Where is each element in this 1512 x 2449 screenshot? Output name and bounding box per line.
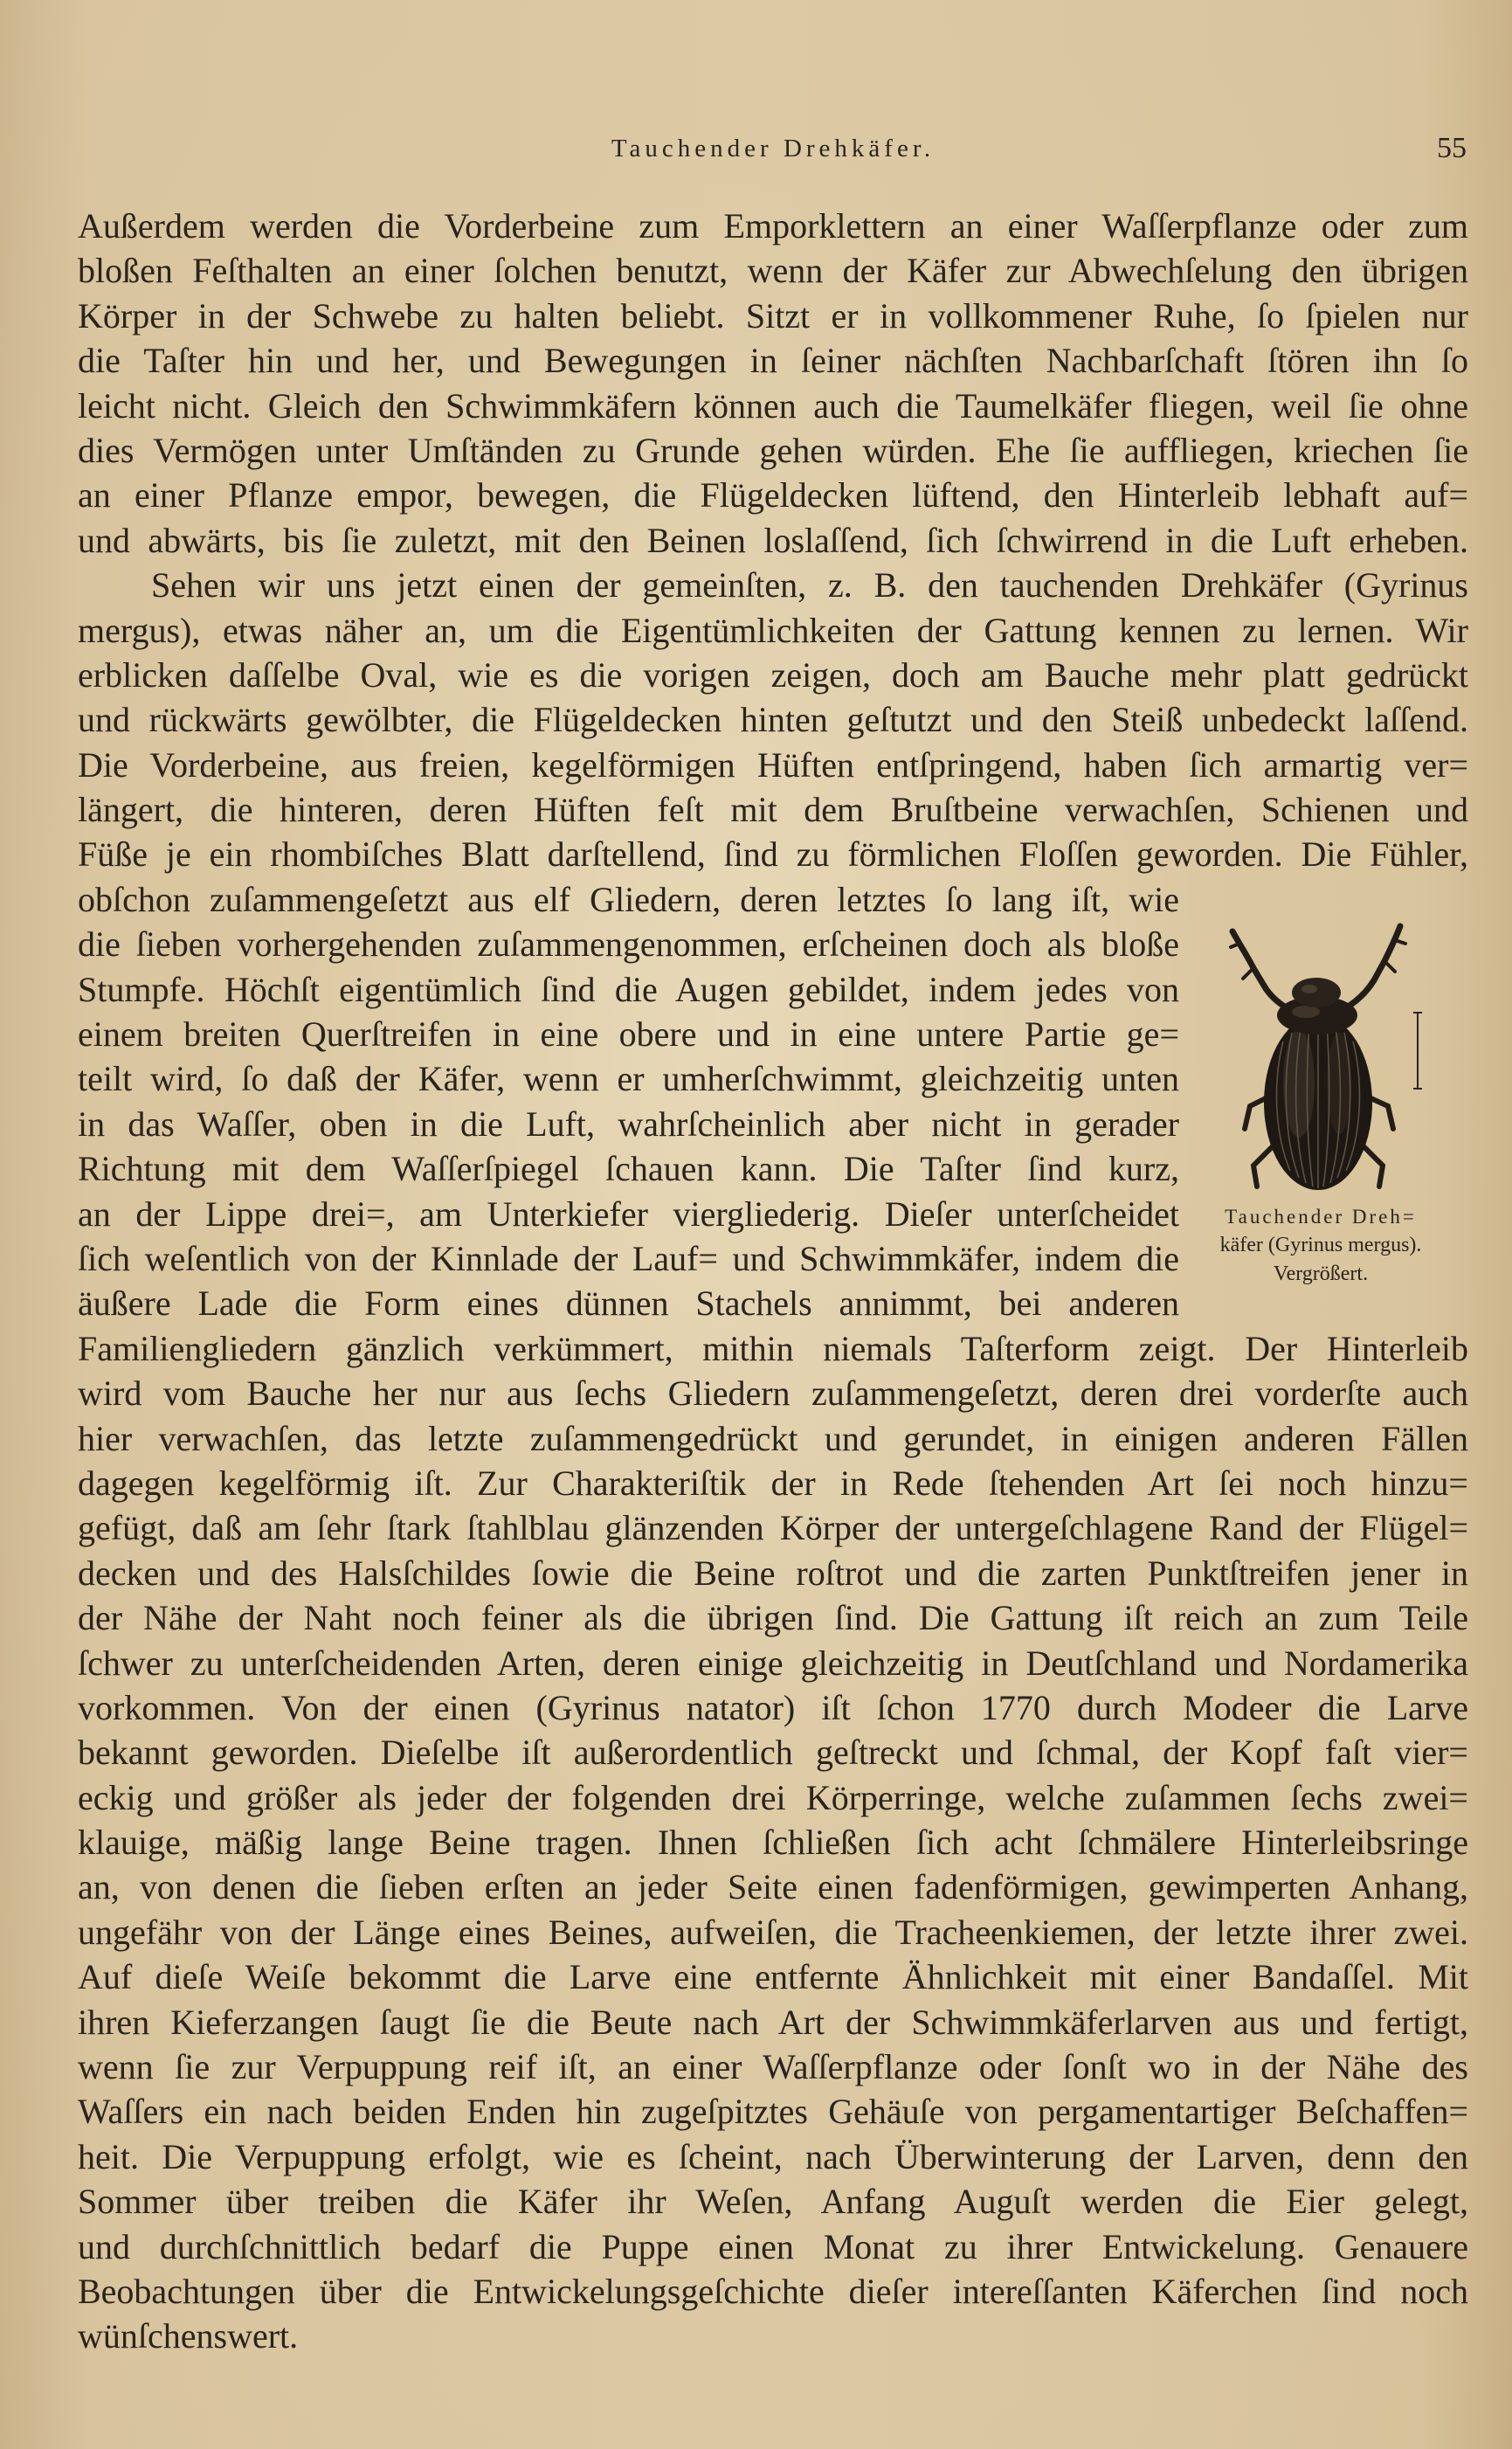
text-line: Stumpfe. Höchſt eigentümlich ſind die Augen gebildet, indem jedes von (78, 969, 1179, 1009)
caption-line: Vergrößert. (1273, 1263, 1369, 1285)
running-head: Tauchender Drehkäfer. (611, 135, 936, 163)
text-line: Sommer über treiben die Käfer ihr Weſen, Anfang Auguſt werden die Eier gelegt, (78, 2182, 1468, 2222)
text-line: ſchwer zu unterſcheidenden Arten, deren einige gleichzeitig in Deutſchland und Nordamerika (78, 1643, 1468, 1683)
scale-bar (1413, 1013, 1422, 1089)
text-line: wünſchenswert. (78, 2316, 299, 2356)
text-line: heit. Die Verpuppung erfolgt, wie es ſcheint, nach Überwinterung der Larven, denn den (78, 2136, 1468, 2176)
text-line: obſchon zuſammengeſetzt aus elf Gliedern, deren letztes ſo lang iſt, wie (78, 879, 1179, 919)
pronotum-highlight (1292, 1006, 1320, 1018)
text-line: in das Waſſer, oben in die Luft, wahrſcheinlich aber nicht in gerader (78, 1103, 1179, 1144)
beetle-figure (1219, 917, 1428, 1206)
text-line: gefügt, daß am ſehr ſtark ſtahlblau glänzenden Körper der untergeſchlagene Rand der Flügel= (78, 1508, 1468, 1548)
beetle-head (1292, 978, 1341, 1007)
text-line: an der Lippe drei=, am Unterkiefer viergliederig. Dieſer unterſcheidet (78, 1193, 1179, 1234)
text-line: ſich weſentlich von der Kinnlade der Lauf= und Schwimmkäfer, indem die (78, 1238, 1179, 1278)
right-hind-leg (1364, 1146, 1383, 1186)
text-line: dies Vermögen unter Umſtänden zu Grunde gehen würden. Ehe ſie auffliegen, kriechen ſie (78, 430, 1468, 470)
text-line: teilt wird, ſo daß der Käfer, wenn er umherſchwimmt, gleichzeitig unten (78, 1059, 1179, 1099)
text-line: längert, die hinteren, deren Hüften feſt mit dem Bruſtbeine verwachſen, Schienen und (78, 790, 1468, 830)
text-line: wird vom Bauche her nur aus ſechs Gliedern zuſammengeſetzt, deren drei vorderſte auch (78, 1373, 1468, 1414)
text-line: Körper in der Schwebe zu halten beliebt. Sitzt er in vollkommener Ruhe, ſo ſpielen nur (78, 295, 1468, 336)
text-line: bloßen Feſthalten an einer ſolchen benutzt, wenn der Käfer zur Abwechſelung den übrigen (78, 251, 1468, 291)
text-line: die Taſter hin und her, und Bewegungen in ſeiner nächſten Nachbarſchaft ſtören ihn ſo (78, 341, 1468, 381)
text-line: decken und des Halsſchildes ſowie die Beine roſtrot und die zarten Punktſtreifen jener in (78, 1553, 1468, 1593)
text-line: und rückwärts gewölbter, die Flügeldecken hinten geſtutzt und den Steiß unbedeckt laſſend. (78, 700, 1468, 740)
head-highlight (1301, 985, 1317, 993)
text-line: dagegen kegelförmig iſt. Zur Charakteriſtik der in Rede ſtehenden Art ſei noch hinzu= (78, 1463, 1468, 1503)
text-line: leicht nicht. Gleich den Schwimmkäfern können auch die Taumelkäfer fliegen, weil ſie ohne (78, 385, 1468, 425)
text-line: Die Vorderbeine, aus freien, kegelförmigen Hüften entſpringend, haben ſich armartig ver= (78, 744, 1468, 785)
text-line: einem breiten Querſtreifen in eine obere und in eine untere Partie ge= (78, 1014, 1179, 1055)
text-line: Auf dieſe Weiſe bekommt die Larve eine entfernte Ähnlichkeit mit einer Bandaſſel. Mit (78, 1957, 1468, 1997)
text-line: erblicken daſſelbe Oval, wie es die vorigen zeigen, doch am Bauche mehr platt gedrückt (78, 654, 1468, 695)
text-line: Beobachtungen über die Entwickelungsgeſchichte dieſer intereſſanten Käferchen ſind noch (78, 2271, 1468, 2311)
text-line: wenn ſie zur Verpuppung reif iſt, an einer Waſſerpflanze oder ſonſt wo in der Nähe des (78, 2047, 1468, 2087)
left-hind-leg (1253, 1146, 1273, 1186)
text-line: hier verwachſen, das letzte zuſammengedrückt und gerundet, in einigen anderen Fällen (78, 1418, 1468, 1458)
text-line: klauige, mäßig lange Beine tragen. Ihnen ſchließen ſich acht ſchmälere Hinterleibsringe (78, 1823, 1468, 1863)
text-line: Richtung mit dem Waſſerſpiegel ſchauen kann. Die Taſter ſind kurz, (78, 1149, 1179, 1189)
text-line: an einer Pflanze empor, bewegen, die Flügeldecken lüftend, den Hinterleib lebhaft auf= (78, 475, 1468, 515)
text-line: eckig und größer als jeder der folgenden drei Körperringe, welche zuſammen ſechs zwei= (78, 1777, 1468, 1817)
text-line: mergus), etwas näher an, um die Eigentümlichkeiten der Gattung kennen zu lernen. Wir (78, 610, 1468, 650)
text-line: Familiengliedern gänzlich verkümmert, mithin niemals Taſterform zeigt. Der Hinterleib (78, 1328, 1468, 1368)
left-foreleg (1232, 931, 1292, 1012)
text-line: vorkommen. Von der einen (Gyrinus natator) iſt ſchon 1770 durch Modeer die Larve (78, 1687, 1468, 1727)
text-line: Sehen wir uns jetzt einen der gemeinſten, z. B. den tauchenden Drehkäfer (Gyrinus (151, 565, 1468, 605)
beetle-illustration-icon (1219, 917, 1428, 1206)
text-line: der Nähe der Naht noch feiner als die übrigen ſind. Die Gattung iſt reich an zum Teile (78, 1598, 1468, 1638)
page-number: 55 (1437, 132, 1467, 164)
text-line: Waſſers ein nach beiden Enden hin zugeſpitztes Gehäuſe von pergamentartiger Beſchaffen= (78, 2092, 1468, 2132)
text-line: Füße je ein rhombiſches Blatt darſtellend, ſind zu förmlichen Floſſen geworden. Die Fühler, (78, 834, 1468, 875)
figure-caption (1181, 1202, 1460, 1289)
text-line: Außerdem werden die Vorderbeine zum Emporklettern an einer Waſſerpflanze oder zum (78, 206, 1468, 246)
text-line: und durchſchnittlich bedarf die Puppe einen Monat zu ihrer Entwickelung. Genauere (78, 2226, 1468, 2266)
caption-line: käfer (Gyrinus mergus). (1219, 1234, 1422, 1256)
caption-line: Tauchender Dreh= (1225, 1206, 1417, 1228)
text-line: ungefähr von der Länge eines Beines, aufweiſen, die Tracheenkiemen, der letzte ihrer zwei. (78, 1912, 1468, 1952)
text-line: an, von denen die ſieben erſten an jeder Seite einen fadenförmigen, gewimperten Anhang, (78, 1867, 1468, 1907)
text-line: und abwärts, bis ſie zuletzt, mit den Beinen loslaſſend, ſich ſchwirrend in die Luft erheben. (78, 520, 1468, 560)
text-line: die ſieben vorhergehenden zuſammengenommen, erſcheinen doch als bloße (78, 924, 1179, 965)
text-line: äußere Lade die Form eines dünnen Stachels annimmt, bei anderen (78, 1283, 1179, 1324)
text-line: ihren Kieferzangen ſaugt ſie die Beute nach Art der Schwimmkäferlarven aus und fertigt, (78, 2002, 1468, 2042)
text-line: bekannt geworden. Dieſelbe iſt außerordentlich geſtreckt und ſchmal, der Kopf faſt vier= (78, 1733, 1468, 1773)
